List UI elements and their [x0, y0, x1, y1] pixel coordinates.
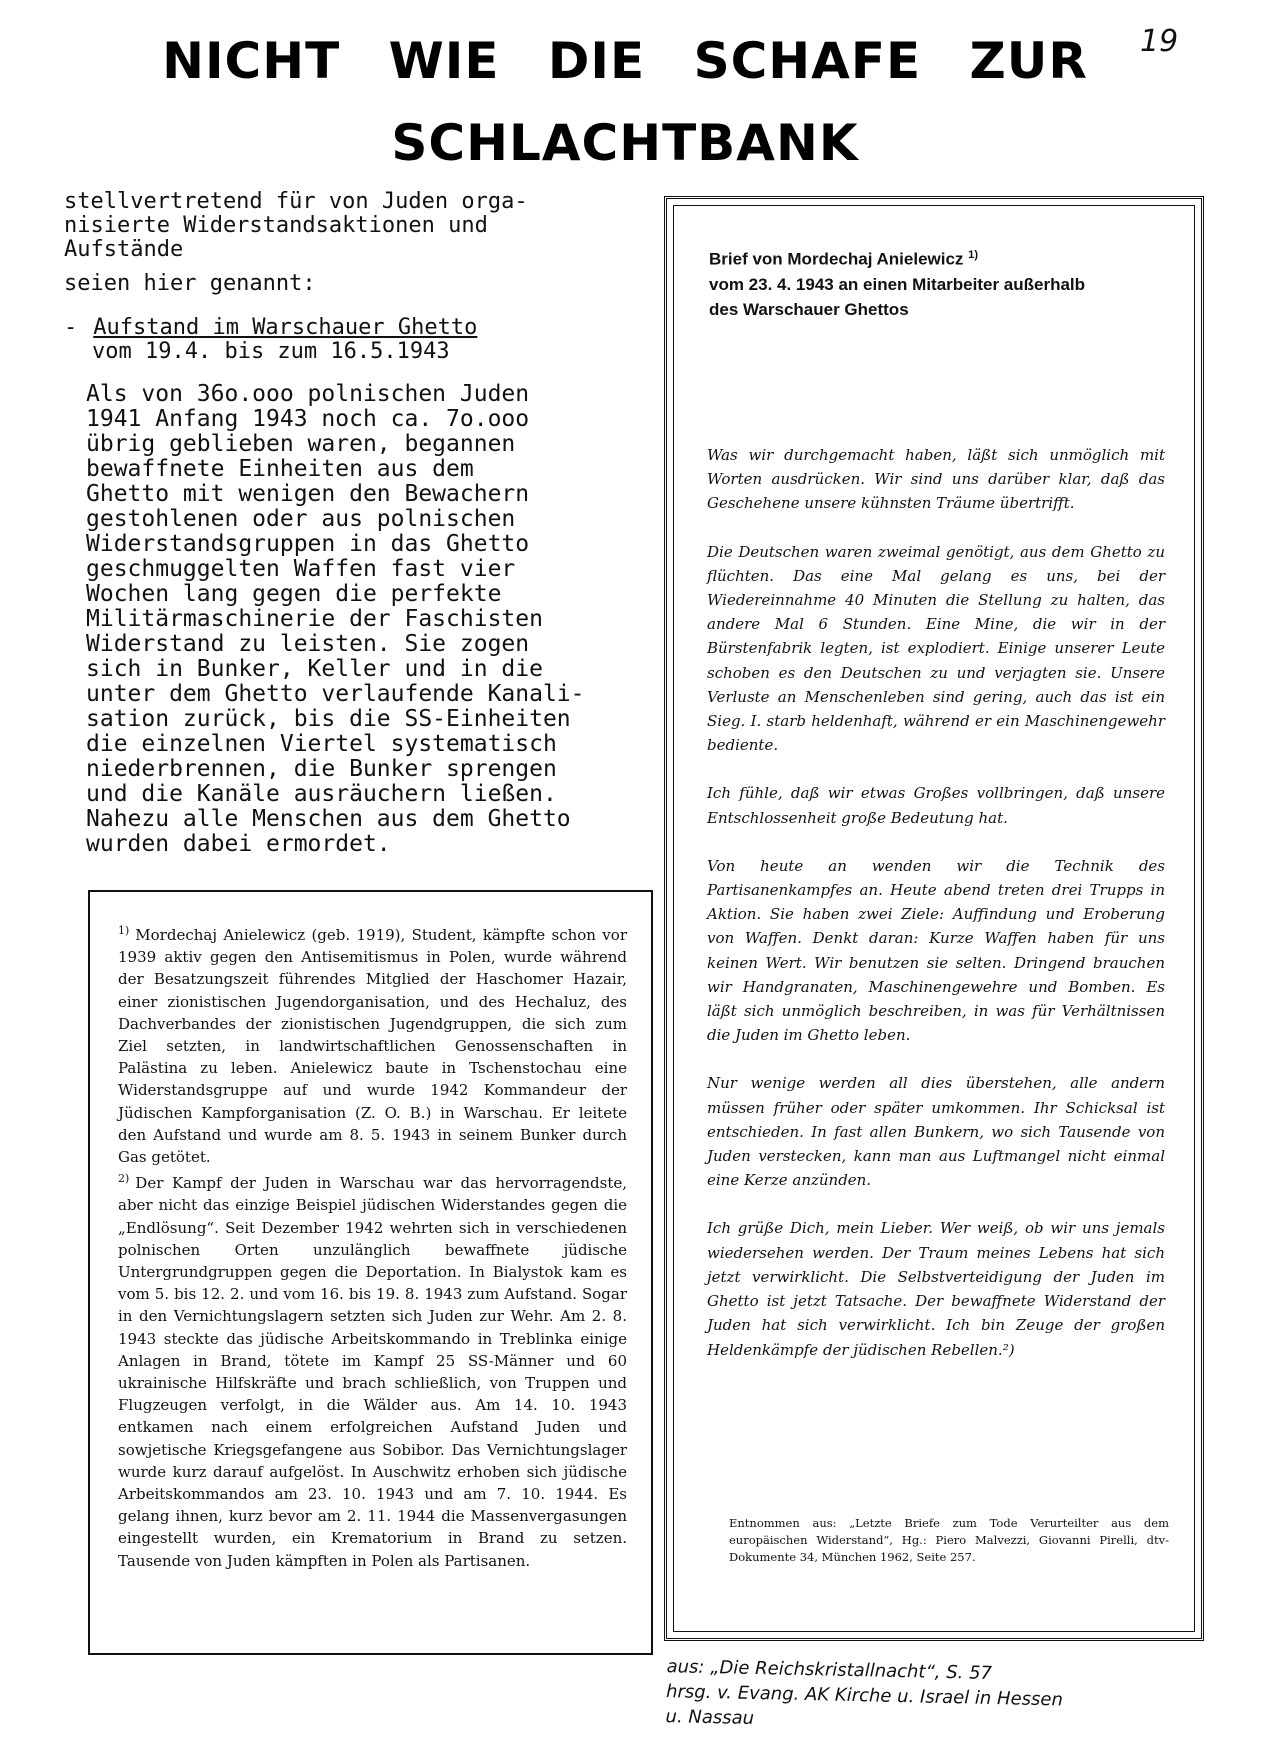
- uprising-line: bewaffnete Einheiten aus dem: [86, 456, 474, 482]
- uprising-line: übrig geblieben waren, begannen: [86, 431, 516, 457]
- letter-paragraph: Die Deutschen waren zweimal genötigt, aus dem Ghetto zu flüchten. Das eine Mal gelang es uns, bei der Wiedereinnahme 40 Minuten die Stellung zu halten, das andere Mal 6 Stunden. Eine Mine, die wir in der Bürstenfabrik legten, ist explodiert. Einige unserer Leute schoben es den Deutschen zu und verjagten sie. Unsere Verluste an Menschenleben sind gering, auch das ist ein Sieg. I. starb heldenhaft, während er ein Maschinengewehr bediente.: [707, 542, 1165, 755]
- uprising-line: Widerstand zu leisten. Sie zogen: [86, 631, 530, 657]
- page-number: 19: [1140, 24, 1179, 59]
- uprising-heading: [64, 316, 624, 364]
- list-dash: -: [64, 315, 78, 340]
- page-title-line1: NICHT WIE DIE SCHAFE ZUR: [162, 32, 1088, 90]
- letter-paragraph: Was wir durchgemacht haben, läßt sich unmöglich mit Worten ausdrücken. Wir sind uns darüber klar, daß das Geschehene unsere kühnsten Träume übertrifft.: [707, 446, 1165, 513]
- uprising-line: niederbrennen, die Bunker sprengen: [86, 756, 557, 782]
- letter-body: [707, 443, 1165, 1386]
- uprising-line: wurden dabei ermordet.: [86, 831, 391, 857]
- letter-heading-line1: Brief von Mordechaj Anielewicz: [709, 249, 964, 269]
- footnote-1: [118, 920, 627, 1168]
- footnotes-box: [88, 890, 653, 1655]
- letter-heading-line3: des Warschauer Ghettos: [709, 299, 909, 319]
- uprising-line: die einzelnen Viertel systematisch: [86, 731, 557, 757]
- handwritten-source-note: [665, 1654, 1226, 1741]
- uprising-line: 1941 Anfang 1943 noch ca. 7o.ooo: [86, 406, 530, 432]
- letter-heading: [709, 243, 1169, 322]
- intro-genannt: seien hier genannt:: [64, 271, 316, 296]
- uprising-line: Ghetto mit wenigen den Bewachern: [86, 481, 530, 507]
- handwritten-line: hrsg. v. Evang. AK Kirche u. Israel in Hessen: [665, 1681, 1064, 1711]
- letter-paragraph: Von heute an wenden wir die Technik des Partisanenkampfes an. Heute abend treten drei Trupps in Aktion. Sie haben zwei Ziele: Auffindung und Eroberung von Waffen. Denkt daran: Kurze Waffen haben für uns keinen Wert. Wir benutzen sie selten. Dringend brauchen wir Handgranaten, Maschinengewehre und Bomben. Es läßt sich unmöglich beschreiben, in was für Verhältnissen die Juden im Ghetto leben.: [707, 856, 1165, 1045]
- uprising-title: Aufstand im Warschauer Ghetto: [93, 315, 478, 340]
- uprising-line: sich in Bunker, Keller und in die: [86, 656, 543, 682]
- uprising-line: geschmuggelten Waffen fast vier: [86, 556, 516, 582]
- letter-heading-mark: 1): [968, 249, 978, 261]
- uprising-line: Militärmaschinerie der Faschisten: [86, 606, 543, 632]
- uprising-line: und die Kanäle ausräuchern ließen.: [86, 781, 557, 807]
- letter-heading-line2: vom 23. 4. 1943 an einen Mitarbeiter außerhalb: [709, 274, 1086, 294]
- letter-source: Entnommen aus: „Letzte Briefe zum Tode Verurteilter aus dem europäischen Widerstand“, Hg.: Piero Malvezzi, Giovanni Pirelli, dtv-Dokumente 34, München 1962, Seite 257.: [729, 1516, 1169, 1564]
- uprising-line: unter dem Ghetto verlaufende Kanali-: [86, 681, 585, 707]
- footnote-2: [118, 1168, 627, 1572]
- handwritten-line: u. Nassau: [665, 1706, 755, 1729]
- intro-line: Aufstände: [64, 237, 184, 262]
- footnote-text: Mordechaj Anielewicz (geb. 1919), Student, kämpfte schon vor 1939 aktiv gegen den Antisemitismus in Polen, wurde während der Besatzungszeit führendes Mitglied der Haschomer Hazair, einer zionistischen Jugendorganisation, und des Hechaluz, des Dachverbandes der zionistischen Jugendgruppen, die sich zum Ziel setzten, in landwirtschaftlichen Genossenschaften in Palästina zu leben. Anielewicz baute in Tschenstochau eine Widerstandsgruppe auf und wurde 1942 Kommandeur der Jüdischen Kampforganisation (Z. O. B.) in Warschau. Er leitete den Aufstand und wurde am 8. 5. 1943 in seinem Bunker durch Gas getötet.: [118, 926, 627, 1167]
- intro-line: nisierte Widerstandsaktionen und: [64, 213, 488, 238]
- intro-line: stellvertretend für von Juden orga-: [64, 189, 528, 214]
- page-title-line2: SCHLACHTBANK: [391, 114, 859, 172]
- uprising-line: Nahezu alle Menschen aus dem Ghetto: [86, 806, 571, 832]
- uprising-line: Als von 36o.ooo polnischen Juden: [86, 381, 530, 407]
- uprising-line: Widerstandsgruppen in das Ghetto: [86, 531, 530, 557]
- footnote-text: Der Kampf der Juden in Warschau war das hervorragendste, aber nicht das einzige Beispiel jüdischen Widerstandes gegen die „Endlösung“. Seit Dezember 1942 wehrten sich in verschiedenen polnischen Orten unzulänglich bewaffnete jüdische Untergrundgruppen gegen die Deportation. In Bialystok kam es vom 5. bis 12. 2. und vom 16. bis 19. 8. 1943 zum Aufstand. Sogar in den Vernichtungslagern setzten sich Juden zur Wehr. Am 2. 8. 1943 steckte das jüdische Arbeitskommando in Treblinka einige Anlagen in Brand, tötete im Kampf 25 SS-Männer und 60 ukrainische Hilfskräfte und brach schließlich, von Truppen und Flugzeugen verfolgt, in die Wälder aus. Am 14. 10. 1943 entkamen nach einem erfolgreichen Aufstand Juden und sowjetische Kriegsgefangene aus Sobibor. Das Vernichtungslager wurde kurz darauf aufgelöst. In Auschwitz erhoben sich jüdische Arbeitskommandos am 23. 10. 1943 und am 7. 10. 1944. Es gelang ihnen, kurz bevor am 2. 11. 1944 die Massenvergasungen eingestellt wurden, ein Krematorium in Brand zu setzen. Tausende von Juden kämpften in Polen als Partisanen.: [118, 1174, 627, 1570]
- uprising-dates: vom 19.4. bis zum 16.5.1943: [92, 339, 450, 364]
- uprising-description: [86, 382, 626, 857]
- intro-text: [64, 190, 624, 296]
- letter-paragraph: Ich fühle, daß wir etwas Großes vollbringen, daß unsere Entschlossenheit große Bedeutung hat.: [707, 784, 1165, 827]
- letter-box: [664, 196, 1204, 1641]
- uprising-line: Wochen lang gegen die perfekte: [86, 581, 502, 607]
- letter-paragraph: Ich grüße Dich, mein Lieber. Wer weiß, ob wir uns jemals wiedersehen werden. Der Traum meines Lebens hat sich jetzt verwirklicht. Die Selbstverteidigung der Juden im Ghetto ist jetzt Tatsache. Der bewaffnete Widerstand der Juden hat sich verwirklicht. Ich bin Zeuge der großen Heldenkämpfe der jüdischen Rebellen.²): [707, 1219, 1165, 1359]
- handwritten-line: aus: „Die Reichskristallnacht“, S. 57: [666, 1656, 993, 1684]
- footnote-mark: 1): [118, 924, 130, 937]
- uprising-line: gestohlenen oder aus polnischen: [86, 506, 516, 532]
- uprising-line: sation zurück, bis die SS-Einheiten: [86, 706, 571, 732]
- letter-paragraph: Nur wenige werden all dies überstehen, alle andern müssen früher oder später umkommen. Ihr Schicksal ist entschieden. In fast allen Bunkern, wo sich Tausende von Juden verstecken, kann man aus Luftmangel nicht einmal eine Kerze anzünden.: [707, 1074, 1165, 1190]
- footnote-mark: 2): [118, 1172, 130, 1186]
